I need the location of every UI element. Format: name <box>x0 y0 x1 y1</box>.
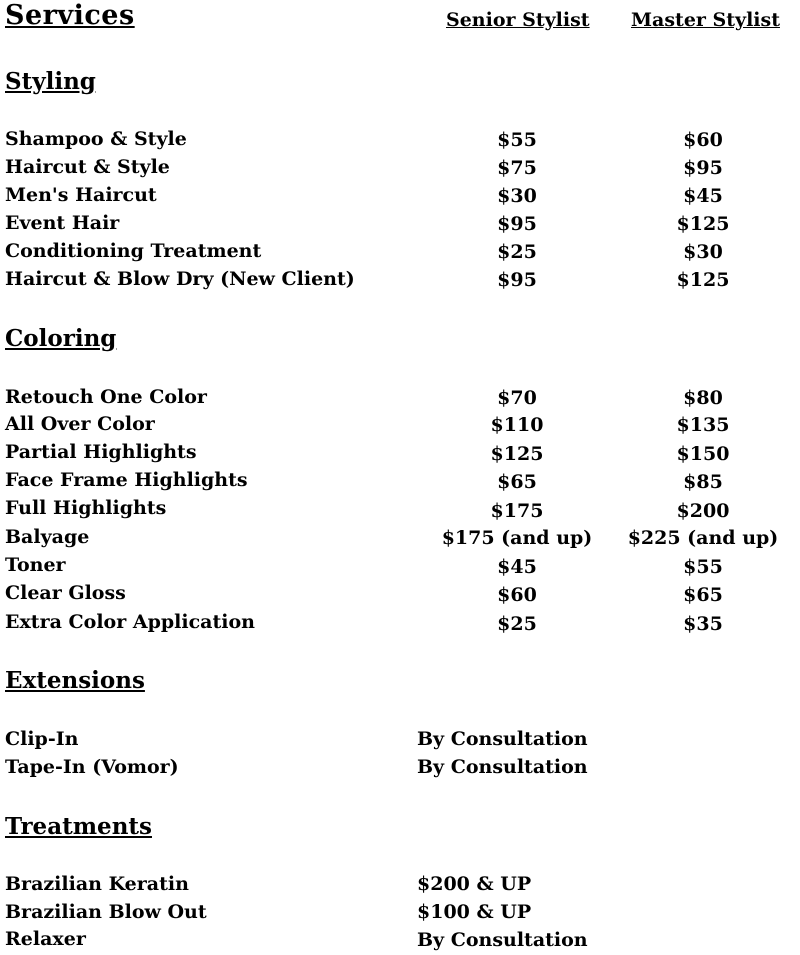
master-price: $125 <box>676 213 730 235</box>
service-price: By Consultation <box>417 929 588 951</box>
master-price: $65 <box>683 584 723 606</box>
senior-price: $45 <box>497 556 537 578</box>
service-name: Face Frame Highlights <box>5 469 248 491</box>
master-price: $85 <box>683 471 723 493</box>
service-name: Retouch One Color <box>5 386 207 408</box>
service-price: By Consultation <box>417 756 588 778</box>
master-price: $60 <box>683 129 723 151</box>
page-title: Services <box>5 0 135 31</box>
senior-price: $75 <box>497 157 537 179</box>
senior-price: $25 <box>497 613 537 635</box>
service-name: Event Hair <box>5 212 120 234</box>
senior-price: $110 <box>490 414 544 436</box>
senior-price: $175 (and up) <box>441 527 593 549</box>
senior-price: $95 <box>497 213 537 235</box>
master-price: $45 <box>683 185 723 207</box>
service-name: Conditioning Treatment <box>5 240 262 262</box>
senior-price: $30 <box>497 185 537 207</box>
master-price: $30 <box>683 241 723 263</box>
service-name: Shampoo & Style <box>5 128 187 150</box>
service-name: Full Highlights <box>5 497 167 519</box>
section-title-treatments: Treatments <box>5 813 152 840</box>
senior-price: $60 <box>497 584 537 606</box>
master-stylist-header: Master Stylist <box>631 9 780 31</box>
senior-price: $65 <box>497 471 537 493</box>
senior-stylist-header: Senior Stylist <box>446 9 590 31</box>
master-price: $95 <box>683 157 723 179</box>
master-price: $200 <box>676 500 730 522</box>
section-title-extensions: Extensions <box>5 667 145 694</box>
master-price: $150 <box>676 443 730 465</box>
service-name: Partial Highlights <box>5 441 197 463</box>
master-price: $80 <box>683 387 723 409</box>
service-price: $100 & UP <box>417 901 532 923</box>
service-name: Clear Gloss <box>5 582 126 604</box>
senior-price: $175 <box>490 500 544 522</box>
service-price: $200 & UP <box>417 873 532 895</box>
senior-price: $55 <box>497 129 537 151</box>
master-price: $55 <box>683 556 723 578</box>
service-name: Haircut & Style <box>5 156 170 178</box>
service-name: All Over Color <box>5 413 155 435</box>
service-name: Brazilian Keratin <box>5 873 189 895</box>
master-price: $225 (and up) <box>627 527 779 549</box>
master-price: $35 <box>683 613 723 635</box>
service-name: Clip-In <box>5 728 79 750</box>
service-name: Relaxer <box>5 928 86 950</box>
service-name: Tape-In (Vomor) <box>5 756 179 778</box>
senior-price: $25 <box>497 241 537 263</box>
service-name: Balyage <box>5 526 90 548</box>
section-title-styling: Styling <box>5 68 96 95</box>
service-name: Toner <box>5 554 66 576</box>
service-name: Brazilian Blow Out <box>5 901 207 923</box>
senior-price: $70 <box>497 387 537 409</box>
senior-price: $125 <box>490 443 544 465</box>
master-price: $125 <box>676 269 730 291</box>
service-price: By Consultation <box>417 728 588 750</box>
senior-price: $95 <box>497 269 537 291</box>
section-title-coloring: Coloring <box>5 325 117 352</box>
service-name: Extra Color Application <box>5 611 255 633</box>
master-price: $135 <box>676 414 730 436</box>
service-name: Haircut & Blow Dry (New Client) <box>5 268 355 290</box>
service-name: Men's Haircut <box>5 184 157 206</box>
